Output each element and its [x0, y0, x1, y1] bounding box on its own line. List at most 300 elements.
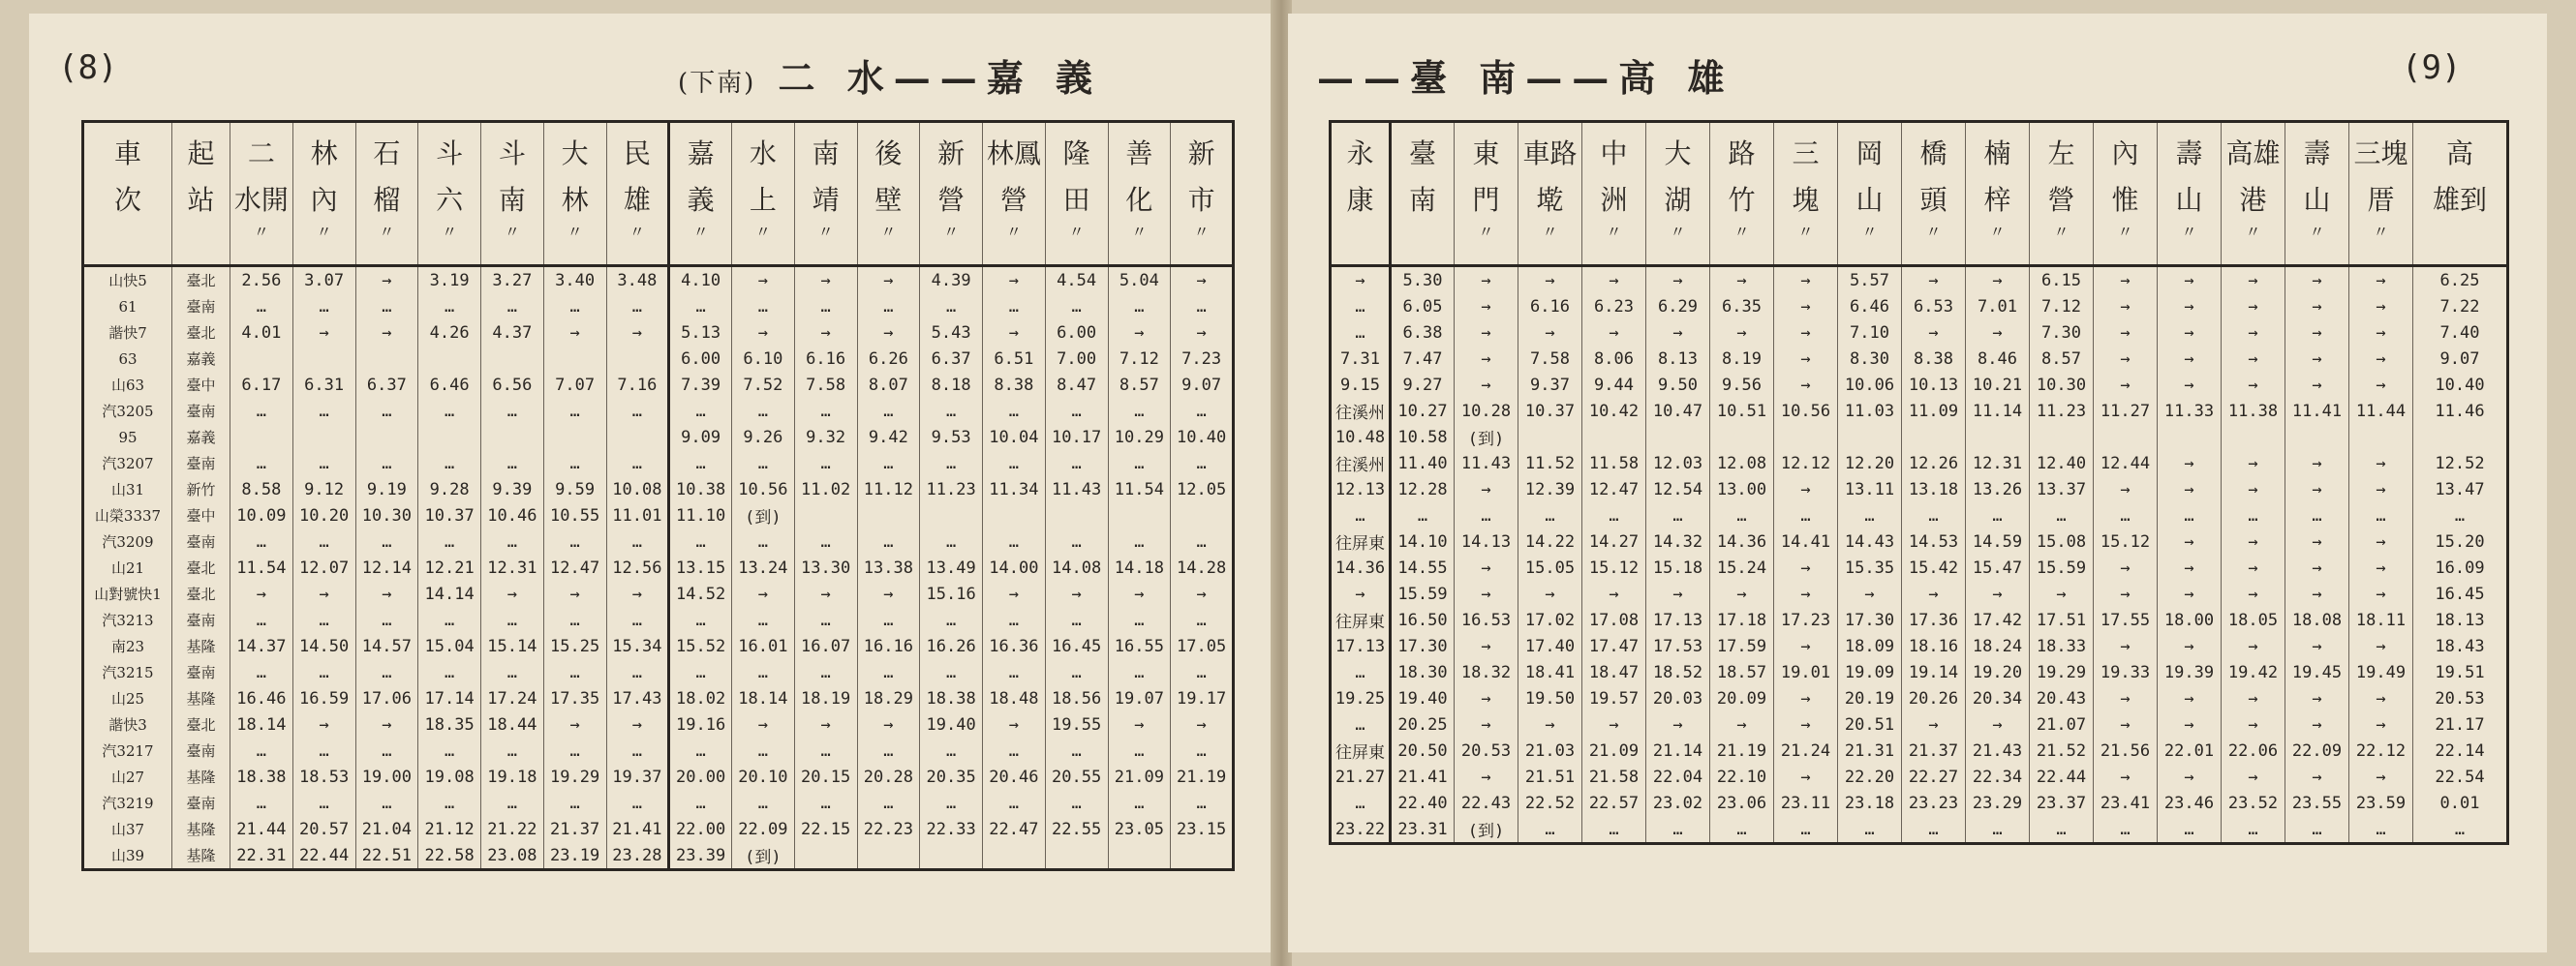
time-cell	[355, 293, 418, 319]
no-service-dots: …	[445, 740, 455, 761]
table-row	[1331, 790, 2508, 816]
skip-arrow: →	[2184, 479, 2194, 499]
no-service-dots: …	[1071, 296, 1082, 317]
time-cell: 8.07	[857, 372, 920, 398]
time-cell	[1774, 764, 1838, 790]
station-header	[355, 122, 418, 266]
time-cell: 10.30	[355, 502, 418, 528]
origin-station: 基隆	[172, 764, 230, 790]
time-cell	[1455, 581, 1518, 607]
skip-arrow: →	[1736, 270, 1747, 290]
skip-arrow: →	[1992, 270, 2003, 290]
no-service-dots: …	[695, 740, 706, 761]
no-service-dots: …	[506, 740, 517, 761]
skip-arrow: →	[820, 584, 831, 604]
time-cell: 23.02	[1646, 790, 1710, 816]
no-service-dots: …	[319, 740, 329, 761]
time-cell: 20.50	[1391, 738, 1455, 764]
table-row	[83, 738, 1234, 764]
no-service-dots: …	[2120, 819, 2131, 839]
time-cell: 4.54	[1045, 266, 1108, 294]
time-cell	[606, 581, 669, 607]
time-cell	[2030, 581, 2094, 607]
time-cell: 10.20	[292, 502, 355, 528]
time-cell	[292, 528, 355, 555]
time-cell	[2158, 685, 2222, 711]
time-cell: 18.14	[732, 685, 795, 711]
skip-arrow: →	[1196, 322, 1207, 343]
skip-arrow: →	[2120, 348, 2131, 369]
time-cell: 20.03	[1646, 685, 1710, 711]
time-cell	[2285, 424, 2349, 450]
no-service-dots: …	[382, 740, 392, 761]
no-service-dots: …	[319, 662, 329, 682]
origin-station: 臺北	[172, 319, 230, 346]
column-header-label: 隆 田	[1062, 137, 1090, 216]
time-cell	[1171, 581, 1234, 607]
table-row	[1331, 581, 2508, 607]
table-row	[83, 659, 1234, 685]
time-cell	[543, 711, 606, 738]
time-cell	[669, 738, 732, 764]
time-cell: 14.50	[292, 633, 355, 659]
no-service-dots: …	[382, 453, 392, 473]
skip-arrow: →	[1800, 479, 1811, 499]
time-cell	[2349, 293, 2413, 319]
time-cell: 17.30	[1391, 633, 1455, 659]
table-row	[1331, 607, 2508, 633]
time-cell: 12.52	[2413, 450, 2508, 476]
time-cell	[983, 502, 1046, 528]
skip-arrow: →	[1481, 296, 1491, 317]
time-cell	[2158, 711, 2222, 738]
time-cell	[2094, 633, 2158, 659]
ditto-mark: 〃	[1989, 223, 2006, 241]
table-row	[83, 266, 1234, 294]
time-cell	[2349, 450, 2413, 476]
time-cell	[2158, 555, 2222, 581]
time-cell: 7.07	[543, 372, 606, 398]
no-service-dots: …	[445, 296, 455, 317]
time-cell: 6.17	[230, 372, 293, 398]
time-cell	[983, 790, 1046, 816]
no-service-dots: …	[382, 610, 392, 630]
no-service-dots: …	[1196, 662, 1207, 682]
no-service-dots: …	[883, 740, 894, 761]
train-number: 95	[83, 424, 172, 450]
time-cell: 21.09	[1582, 738, 1646, 764]
time-cell: (到)	[1455, 816, 1518, 844]
time-cell	[983, 450, 1046, 476]
skip-arrow: →	[2120, 322, 2131, 343]
time-cell	[857, 659, 920, 685]
time-cell: 23.52	[2222, 790, 2285, 816]
time-cell: 7.16	[606, 372, 669, 398]
time-cell	[1045, 398, 1108, 424]
time-cell	[292, 319, 355, 346]
time-cell	[1966, 266, 2030, 294]
no-service-dots: …	[569, 740, 580, 761]
time-cell	[2285, 346, 2349, 372]
station-header	[920, 122, 983, 266]
time-cell: 13.18	[1902, 476, 1966, 502]
time-cell	[857, 502, 920, 528]
origin-station: 臺南	[172, 790, 230, 816]
time-cell	[1108, 711, 1171, 738]
station-header	[1455, 122, 1518, 266]
skip-arrow: →	[2184, 688, 2194, 709]
time-cell	[1171, 842, 1234, 870]
time-cell	[2285, 581, 2349, 607]
time-cell	[2285, 633, 2349, 659]
skip-arrow: →	[2312, 453, 2322, 473]
time-cell	[983, 293, 1046, 319]
time-cell	[794, 790, 857, 816]
no-service-dots: …	[1008, 793, 1019, 813]
no-service-dots: …	[256, 793, 266, 813]
no-service-dots: …	[445, 662, 455, 682]
time-cell: 12.26	[1902, 450, 1966, 476]
time-cell	[2349, 266, 2413, 294]
time-cell: 15.08	[2030, 528, 2094, 555]
time-cell	[1331, 581, 1391, 607]
time-cell: 22.33	[920, 816, 983, 842]
time-cell	[1710, 266, 1774, 294]
time-cell	[669, 607, 732, 633]
column-header-label: 三 塊	[1792, 137, 1820, 216]
time-cell	[292, 581, 355, 607]
time-cell: 22.00	[669, 816, 732, 842]
train-number: 山31	[83, 476, 172, 502]
time-cell: 10.29	[1108, 424, 1171, 450]
time-cell: 21.27	[1331, 764, 1391, 790]
skip-arrow: →	[631, 714, 642, 735]
no-service-dots: …	[1609, 819, 1619, 839]
skip-arrow: →	[820, 322, 831, 343]
no-service-dots: …	[2454, 819, 2466, 839]
time-cell: 10.17	[1045, 424, 1108, 450]
time-cell: 18.33	[2030, 633, 2094, 659]
table-row	[1331, 528, 2508, 555]
train-number: 諧快3	[83, 711, 172, 738]
time-cell: 16.46	[230, 685, 293, 711]
skip-arrow: →	[319, 714, 329, 735]
table-row	[1331, 450, 2508, 476]
time-cell	[355, 659, 418, 685]
time-cell: 5.04	[1108, 266, 1171, 294]
time-cell	[355, 319, 418, 346]
time-cell	[2349, 319, 2413, 346]
time-cell: 17.55	[2094, 607, 2158, 633]
time-cell: 11.23	[2030, 398, 2094, 424]
no-service-dots: …	[820, 401, 831, 421]
origin-station: 基隆	[172, 633, 230, 659]
time-cell	[1646, 711, 1710, 738]
time-cell: 11.54	[230, 555, 293, 581]
time-cell	[2285, 476, 2349, 502]
time-cell: 19.16	[669, 711, 732, 738]
no-service-dots: …	[1736, 505, 1747, 526]
time-cell	[2222, 555, 2285, 581]
time-cell	[1966, 502, 2030, 528]
time-cell	[1045, 581, 1108, 607]
origin-station: 臺中	[172, 372, 230, 398]
table-row	[83, 528, 1234, 555]
time-cell	[230, 528, 293, 555]
time-cell	[1455, 266, 1518, 294]
no-service-dots: …	[382, 793, 392, 813]
time-cell	[1455, 711, 1518, 738]
table-row	[1331, 633, 2508, 659]
time-cell	[230, 790, 293, 816]
column-header-label: 大 湖	[1664, 137, 1692, 216]
time-cell	[2222, 581, 2285, 607]
skip-arrow: →	[2376, 348, 2386, 369]
column-header-label: 善 化	[1125, 137, 1153, 216]
ditto-mark: 〃	[943, 223, 960, 241]
time-cell: 10.46	[481, 502, 544, 528]
time-cell: 23.18	[1838, 790, 1902, 816]
time-cell	[1045, 450, 1108, 476]
time-cell: 5.43	[920, 319, 983, 346]
time-cell	[2349, 685, 2413, 711]
no-service-dots: …	[1196, 453, 1207, 473]
time-cell: 20.10	[732, 764, 795, 790]
time-cell	[2222, 502, 2285, 528]
time-cell: 13.24	[732, 555, 795, 581]
skip-arrow: →	[1196, 270, 1207, 290]
skip-arrow: →	[1355, 270, 1365, 290]
skip-arrow: →	[2312, 479, 2322, 499]
time-cell: 12.03	[1646, 450, 1710, 476]
skip-arrow: →	[319, 584, 329, 604]
time-cell: 18.30	[1391, 659, 1455, 685]
time-cell	[2158, 424, 2222, 450]
time-cell	[1108, 293, 1171, 319]
ditto-mark: 〃	[253, 223, 269, 241]
no-service-dots: …	[1355, 662, 1365, 682]
skip-arrow: →	[382, 714, 392, 735]
time-cell	[292, 607, 355, 633]
table-row	[1331, 372, 2508, 398]
skip-arrow: →	[2248, 767, 2258, 787]
no-service-dots: …	[256, 296, 266, 317]
skip-arrow: →	[1071, 584, 1082, 604]
time-cell: 18.14	[230, 711, 293, 738]
time-cell	[794, 450, 857, 476]
skip-arrow: →	[1800, 322, 1811, 343]
origin-station: 臺南	[172, 659, 230, 685]
time-cell	[481, 581, 544, 607]
time-cell: 7.23	[1171, 346, 1234, 372]
time-cell: 19.57	[1582, 685, 1646, 711]
time-cell: 16.45	[2413, 581, 2508, 607]
time-cell: 往屏東	[1331, 607, 1391, 633]
station-header	[2222, 122, 2285, 266]
column-header-label: 嘉 義	[687, 137, 715, 216]
time-cell: 10.40	[1171, 424, 1234, 450]
time-cell	[1171, 659, 1234, 685]
time-cell: 往溪州	[1331, 398, 1391, 424]
column-header-label: 後 壁	[874, 137, 903, 216]
skip-arrow: →	[1481, 688, 1491, 709]
time-cell: 7.22	[2413, 293, 2508, 319]
skip-arrow: →	[2248, 453, 2258, 473]
origin-station: 臺北	[172, 711, 230, 738]
time-cell: 23.29	[1966, 790, 2030, 816]
time-cell	[1108, 842, 1171, 870]
time-cell: 23.28	[606, 842, 669, 870]
table-row	[1331, 711, 2508, 738]
origin-station: 臺南	[172, 607, 230, 633]
time-cell: 20.53	[2413, 685, 2508, 711]
column-header-label: 路 竹	[1728, 137, 1756, 216]
time-cell: 10.38	[669, 476, 732, 502]
time-cell	[669, 293, 732, 319]
time-cell: 22.40	[1391, 790, 1455, 816]
time-cell	[355, 711, 418, 738]
time-cell: 17.13	[1331, 633, 1391, 659]
time-cell	[2222, 633, 2285, 659]
time-cell: 6.26	[857, 346, 920, 372]
skip-arrow: →	[1800, 714, 1811, 735]
no-service-dots: …	[631, 453, 642, 473]
no-service-dots: …	[631, 793, 642, 813]
time-cell: 22.06	[2222, 738, 2285, 764]
ditto-mark: 〃	[1193, 223, 1210, 241]
origin-station: 臺南	[172, 528, 230, 555]
time-cell	[2222, 450, 2285, 476]
time-cell	[1582, 711, 1646, 738]
time-cell	[2158, 528, 2222, 555]
time-cell: 7.47	[1391, 346, 1455, 372]
time-cell	[2285, 372, 2349, 398]
time-cell: 0.01	[2413, 790, 2508, 816]
time-cell	[794, 738, 857, 764]
time-cell: 17.51	[2030, 607, 2094, 633]
time-cell	[2158, 293, 2222, 319]
time-cell: 20.43	[2030, 685, 2094, 711]
column-header-label: 左 營	[2047, 137, 2075, 216]
no-service-dots: …	[820, 740, 831, 761]
time-cell	[1045, 293, 1108, 319]
time-cell: 17.02	[1518, 607, 1582, 633]
no-service-dots: …	[569, 662, 580, 682]
time-cell: 19.07	[1108, 685, 1171, 711]
time-cell	[1045, 607, 1108, 633]
column-header-label: 高雄 港	[2225, 137, 2281, 216]
time-cell	[1710, 319, 1774, 346]
time-cell: 14.22	[1518, 528, 1582, 555]
column-header-label: 永 康	[1346, 137, 1374, 216]
train-number: 南23	[83, 633, 172, 659]
ditto-mark: 〃	[1068, 223, 1085, 241]
time-cell: 21.41	[606, 816, 669, 842]
skip-arrow: →	[2120, 767, 2131, 787]
time-cell	[355, 398, 418, 424]
time-cell	[1108, 581, 1171, 607]
time-cell: 11.46	[2413, 398, 2508, 424]
column-header-label: 石 榴	[373, 137, 401, 216]
time-cell	[481, 528, 544, 555]
skip-arrow: →	[2120, 714, 2131, 735]
table-row	[83, 607, 1234, 633]
time-cell	[1902, 581, 1966, 607]
no-service-dots: …	[256, 401, 266, 421]
no-service-dots: …	[883, 401, 894, 421]
no-service-dots: …	[1928, 819, 1939, 839]
no-service-dots: …	[946, 453, 957, 473]
no-service-dots: …	[695, 662, 706, 682]
time-cell: 21.58	[1582, 764, 1646, 790]
time-cell	[1582, 319, 1646, 346]
no-service-dots: …	[883, 453, 894, 473]
no-service-dots: …	[1071, 531, 1082, 552]
time-cell: 3.07	[292, 266, 355, 294]
time-cell: 15.18	[1646, 555, 1710, 581]
time-cell: 15.05	[1518, 555, 1582, 581]
time-cell: 6.00	[669, 346, 732, 372]
time-cell	[418, 659, 481, 685]
skip-arrow: →	[2120, 636, 2131, 656]
time-cell	[857, 581, 920, 607]
time-cell	[857, 293, 920, 319]
time-cell: 5.13	[669, 319, 732, 346]
time-cell: 17.53	[1646, 633, 1710, 659]
time-cell: 9.44	[1582, 372, 1646, 398]
time-cell	[606, 424, 669, 450]
no-service-dots: …	[946, 610, 957, 630]
time-cell: 21.22	[481, 816, 544, 842]
time-cell: 22.55	[1045, 816, 1108, 842]
time-cell	[1710, 711, 1774, 738]
time-cell: 19.01	[1774, 659, 1838, 685]
origin-station: 基隆	[172, 816, 230, 842]
time-cell: 6.23	[1582, 293, 1646, 319]
time-cell	[2094, 372, 2158, 398]
time-cell: 15.34	[606, 633, 669, 659]
time-cell: 21.31	[1838, 738, 1902, 764]
time-cell: 19.45	[2285, 659, 2349, 685]
time-cell: 15.25	[543, 633, 606, 659]
time-cell: 23.39	[669, 842, 732, 870]
time-cell	[1902, 424, 1966, 450]
time-cell: 10.37	[1518, 398, 1582, 424]
time-cell: 14.13	[1455, 528, 1518, 555]
skip-arrow: →	[2376, 270, 2386, 290]
time-cell: 14.08	[1045, 555, 1108, 581]
no-service-dots: …	[946, 662, 957, 682]
time-cell	[1774, 346, 1838, 372]
no-service-dots: …	[883, 662, 894, 682]
time-cell	[543, 528, 606, 555]
time-cell: 12.47	[543, 555, 606, 581]
time-cell	[1646, 581, 1710, 607]
time-cell: 9.26	[732, 424, 795, 450]
time-cell	[355, 738, 418, 764]
skip-arrow: →	[2184, 375, 2194, 395]
time-cell	[920, 528, 983, 555]
no-service-dots: …	[820, 662, 831, 682]
time-cell: 12.31	[481, 555, 544, 581]
ditto-mark: 〃	[1606, 223, 1622, 241]
time-cell	[857, 790, 920, 816]
skip-arrow: →	[569, 584, 580, 604]
time-cell: 19.55	[1045, 711, 1108, 738]
time-cell: 16.26	[920, 633, 983, 659]
time-cell: 18.41	[1518, 659, 1582, 685]
time-cell: 10.30	[2030, 372, 2094, 398]
